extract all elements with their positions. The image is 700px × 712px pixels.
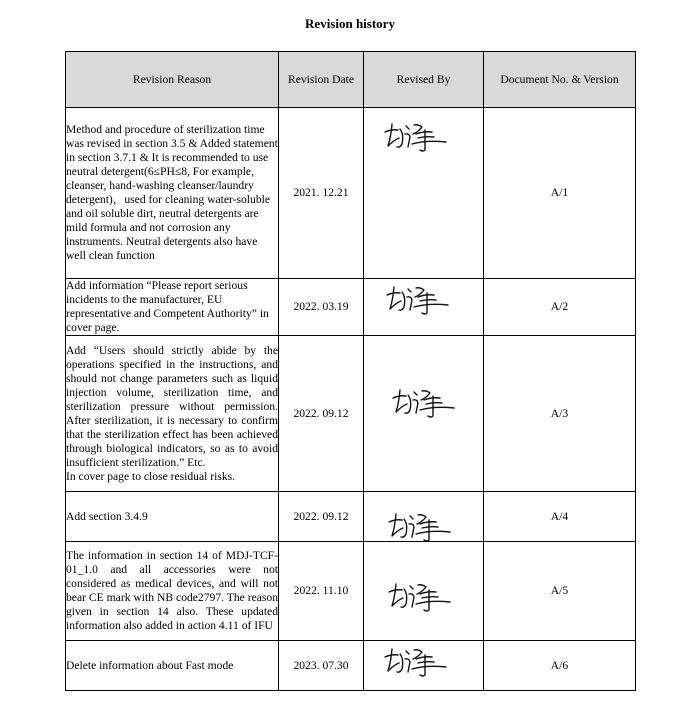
reason-text: Add information “Please report serious incidents to the manufacturer, EU representative and Competent Authority” in cover page. [66,279,269,334]
version-cell: A/3 [484,336,636,492]
handwritten-signature [384,283,454,317]
reason-cell [66,641,279,691]
reason-text: Delete information about Fast mode [66,658,234,672]
handwritten-signature [386,510,456,544]
reason-cell [66,336,279,492]
table-row [66,279,636,336]
signature-cell [364,336,484,492]
version-cell: A/6 [484,641,636,691]
table-row [66,492,636,542]
signature-cell [364,492,484,542]
handwritten-signature [390,386,460,420]
header-revision-date: Revision Date [279,52,364,108]
date-cell: 2022. 09.12 [279,336,364,492]
table-row [66,108,636,279]
signature-cell [364,279,484,336]
handwritten-signature [386,580,456,614]
page-title: Revision history [305,16,395,31]
table-row [66,542,636,641]
header-revised-by: Revised By [364,52,484,108]
reason-text-extra: In cover page to close residual risks. [66,469,236,483]
revision-table [65,51,636,691]
reason-text: Method and procedure of sterilization time was revised in section 3.5 & Added statement in section 3.7.1 & It is recommended to use neutral detergent(6≤PH≤8, For example, cleanser, hand-washing cleanser/laundry detergent)，used for cleaning water-soluble and oil soluble dirt, neutral detergents are mild formula and not corrosion any instruments. Neutral detergents also have well clean function [66,123,278,262]
reason-cell [66,492,279,542]
version-cell: A/2 [484,279,636,336]
date-cell: 2022. 11.10 [279,542,364,641]
version-cell: A/1 [484,108,636,279]
reason-cell [66,542,279,641]
table-row [66,336,636,492]
header-document-version: Document No. & Version [484,52,636,108]
version-cell: A/4 [484,492,636,542]
signature-cell [364,542,484,641]
signature-cell [364,108,484,279]
reason-text: Add section 3.4.9 [66,509,148,523]
header-row [66,52,636,108]
reason-cell [66,108,279,279]
header-revision-reason: Revision Reason [66,52,279,108]
date-cell: 2021. 12.21 [279,108,364,279]
date-cell: 2022. 09.12 [279,492,364,542]
reason-cell [66,279,279,336]
signature-cell [364,641,484,691]
handwritten-signature [382,120,452,154]
handwritten-signature [382,645,452,679]
date-cell: 2023. 07.30 [279,641,364,691]
version-cell: A/5 [484,542,636,641]
table-row [66,641,636,691]
reason-text: Add “Users should strictly abide by the operations specified in the instructions, and should not change parameters such as liquid injection volume, sterilization time, and sterilization pressure without permission. After sterilization, it is necessary to confirm that the sterilization effect has been achieved through biological indicators, so as to avoid insufficient sterilization.” Etc. [66,343,278,469]
reason-text: The information in section 14 of MDJ-TCF-01_1.0 and all accessories were not considered as medical devices, and will not bear CE mark with NB code2797. The reason given in section 14 also. These updated information also added in action 4.11 of IFU [66,549,278,632]
date-cell: 2022. 03.19 [279,279,364,336]
